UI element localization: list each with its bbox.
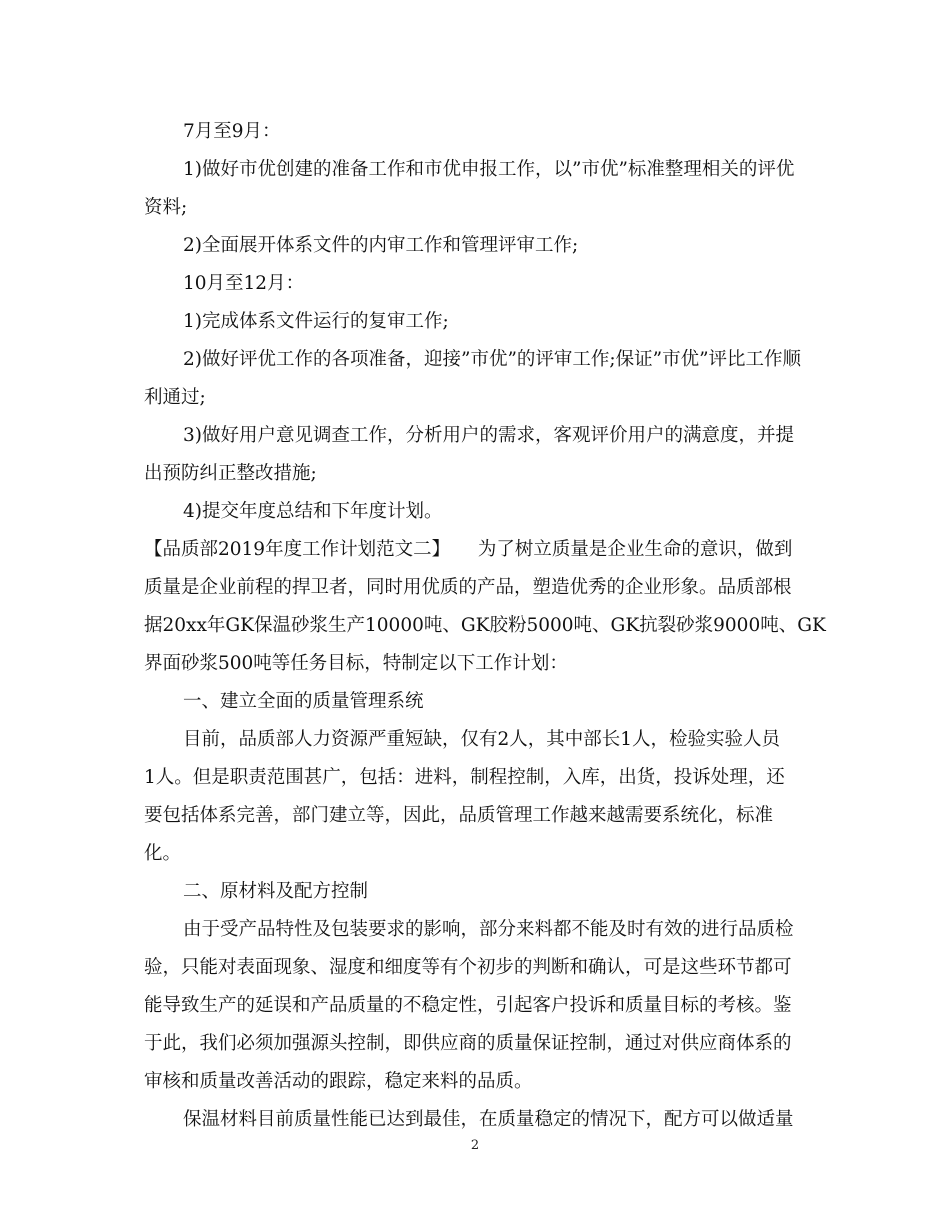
paragraph-line: 要包括体系完善，部门建立等，因此，品质管理工作越来越需要系统化，标准 [144, 805, 774, 826]
paragraph-line: 利通过; [144, 387, 206, 408]
paragraph-line: 2)全面展开体系文件的内审工作和管理评审工作; [183, 235, 579, 256]
paragraph-line: 1)做好市优创建的准备工作和市优申报工作，以”市优”标准整理相关的评优 [183, 159, 795, 180]
section-heading-oct-dec: 10月至12月： [183, 273, 305, 294]
paragraph-line: 目前，品质部人力资源严重短缺，仅有2人，其中部长1人，检验实验人员 [183, 729, 781, 750]
paragraph-line: 保温材料目前质量性能已达到最佳，在质量稳定的情况下，配方可以做适量 [183, 1109, 794, 1130]
document-body [144, 118, 826, 1134]
section-heading-materials: 二、原材料及配方控制 [183, 881, 369, 902]
article-title-line: 【品质部2019年度工作计划范文二】 为了树立质量是企业生命的意识，做到 [144, 539, 793, 560]
paragraph-line: 4)提交年度总结和下年度计划。 [183, 501, 443, 522]
paragraph-line: 1人。但是职责范围甚广，包括：进料，制程控制，入库，出货，投诉处理，还 [144, 767, 785, 788]
paragraph-line: 据20xx年GK保温砂浆生产10000吨、GK胶粉5000吨、GK抗裂砂浆9000吨、GK [144, 615, 826, 636]
paragraph-line: 质量是企业前程的捍卫者，同时用优质的产品，塑造优秀的企业形象。品质部根 [144, 577, 792, 598]
paragraph-line: 于此，我们必须加强源头控制，即供应商的质量保证控制，通过对供应商体系的 [144, 1033, 792, 1054]
paragraph-line: 3)做好用户意见调查工作，分析用户的需求，客观评价用户的满意度，并提 [183, 425, 794, 446]
section-heading-quality-system: 一、建立全面的质量管理系统 [183, 691, 424, 712]
paragraph-line: 界面砂浆500吨等任务目标，特制定以下工作计划： [144, 653, 568, 674]
page-number: 2 [470, 1138, 480, 1153]
paragraph-line: 由于受产品特性及包装要求的影响，部分来料都不能及时有效的进行品质检 [183, 919, 794, 940]
paragraph-line: 1)完成体系文件运行的复审工作; [183, 311, 449, 332]
paragraph-line: 审核和质量改善活动的跟踪，稳定来料的品质。 [144, 1071, 533, 1092]
paragraph-line: 资料; [144, 197, 188, 218]
paragraph-line: 出预防纠正整改措施; [144, 463, 317, 484]
section-heading-jul-sep: 7月至9月： [183, 121, 281, 142]
paragraph-line: 能导致生产的延误和产品质量的不稳定性，引起客户投诉和质量目标的考核。鉴 [144, 995, 792, 1016]
paragraph-line: 2)做好评优工作的各项准备，迎接”市优”的评审工作;保证”市优”评比工作顺 [183, 349, 802, 370]
paragraph-line: 化。 [144, 843, 182, 864]
paragraph-line: 验，只能对表面现象、湿度和细度等有个初步的判断和确认，可是这些环节都可 [144, 957, 792, 978]
